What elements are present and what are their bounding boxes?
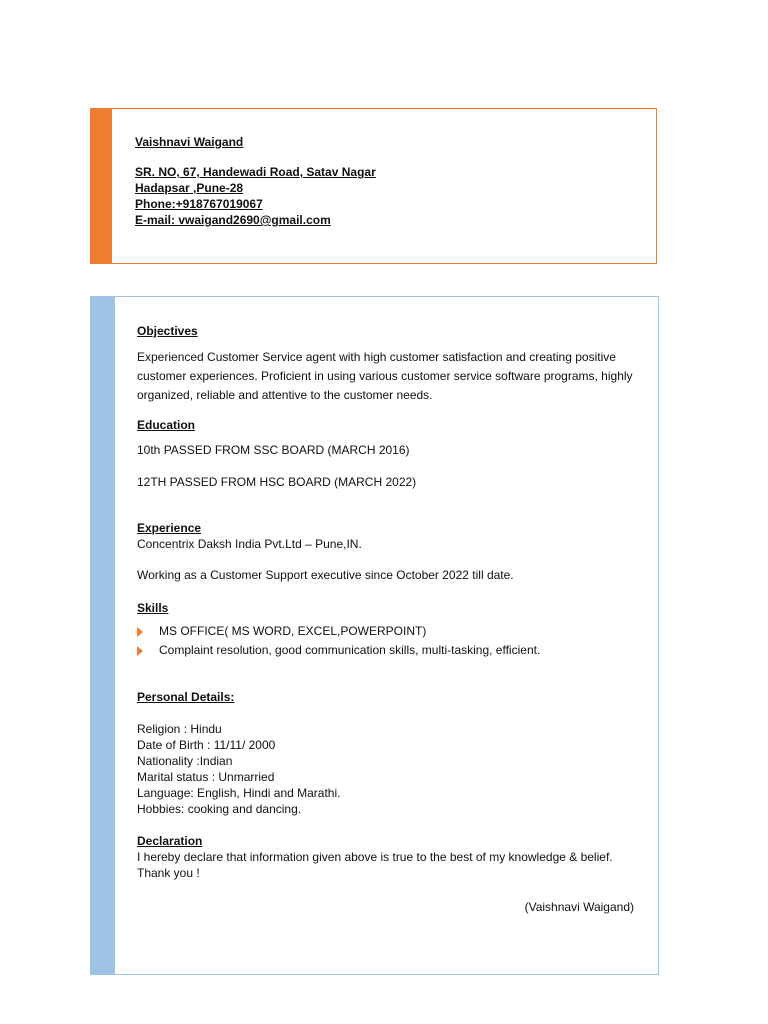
education-heading: Education [137,418,196,432]
religion: Religion : Hindu [137,722,222,736]
address-line-1: SR. NO, 67, Handewadi Road, Satav Nagar [135,165,376,179]
phone: Phone:+918767019067 [135,197,263,211]
triangle-bullet-icon [137,646,143,656]
main-box [90,296,659,975]
triangle-bullet-icon [137,627,143,637]
address-line-2: Hadapsar ,Pune-28 [135,181,244,195]
education-item: 10th PASSED FROM SSC BOARD (MARCH 2016) [137,443,410,457]
header-accent-bar [91,109,112,263]
experience-role: Working as a Customer Support executive since October 2022 till date. [137,568,514,582]
experience-heading: Experience [137,521,202,535]
hobbies: Hobbies: cooking and dancing. [137,802,302,816]
nationality: Nationality :Indian [137,754,233,768]
objectives-heading: Objectives [137,324,198,338]
signature: (Vaishnavi Waigand) [524,900,634,914]
skill-text: Complaint resolution, good communication skills, multi-tasking, efficient. [159,643,541,657]
thank-you: Thank you ! [137,866,200,880]
skills-list [137,622,637,660]
personal-details [137,721,637,817]
declaration-heading: Declaration [137,834,203,848]
education-item: 12TH PASSED FROM HSC BOARD (MARCH 2022) [137,475,417,489]
applicant-name: Vaishnavi Waigand [135,135,244,149]
date-of-birth: Date of Birth : 11/11/ 2000 [137,738,276,752]
marital-status: Marital status : Unmarried [137,770,275,784]
declaration-text: I hereby declare that information given above is true to the best of my knowledge & belief. [137,850,613,864]
header-box [90,108,657,264]
resume-content [137,323,637,915]
objectives-text: Experienced Customer Service agent with high customer satisfaction and creating positive customer experiences. Proficient in using various customer service software programs, highly organized, reliable and attentive to the customer needs. [137,350,633,402]
language: Language: English, Hindi and Marathi. [137,786,341,800]
contact-block [135,134,376,228]
personal-heading: Personal Details: [137,690,235,704]
email: E-mail: vwaigand2690@gmail.com [135,213,331,227]
experience-company: Concentrix Daksh India Pvt.Ltd – Pune,IN. [137,537,362,551]
list-item [137,622,637,641]
list-item [137,641,637,660]
skill-text: MS OFFICE( MS WORD, EXCEL,POWERPOINT) [159,624,427,638]
skills-heading: Skills [137,601,169,615]
main-accent-bar [91,297,115,974]
